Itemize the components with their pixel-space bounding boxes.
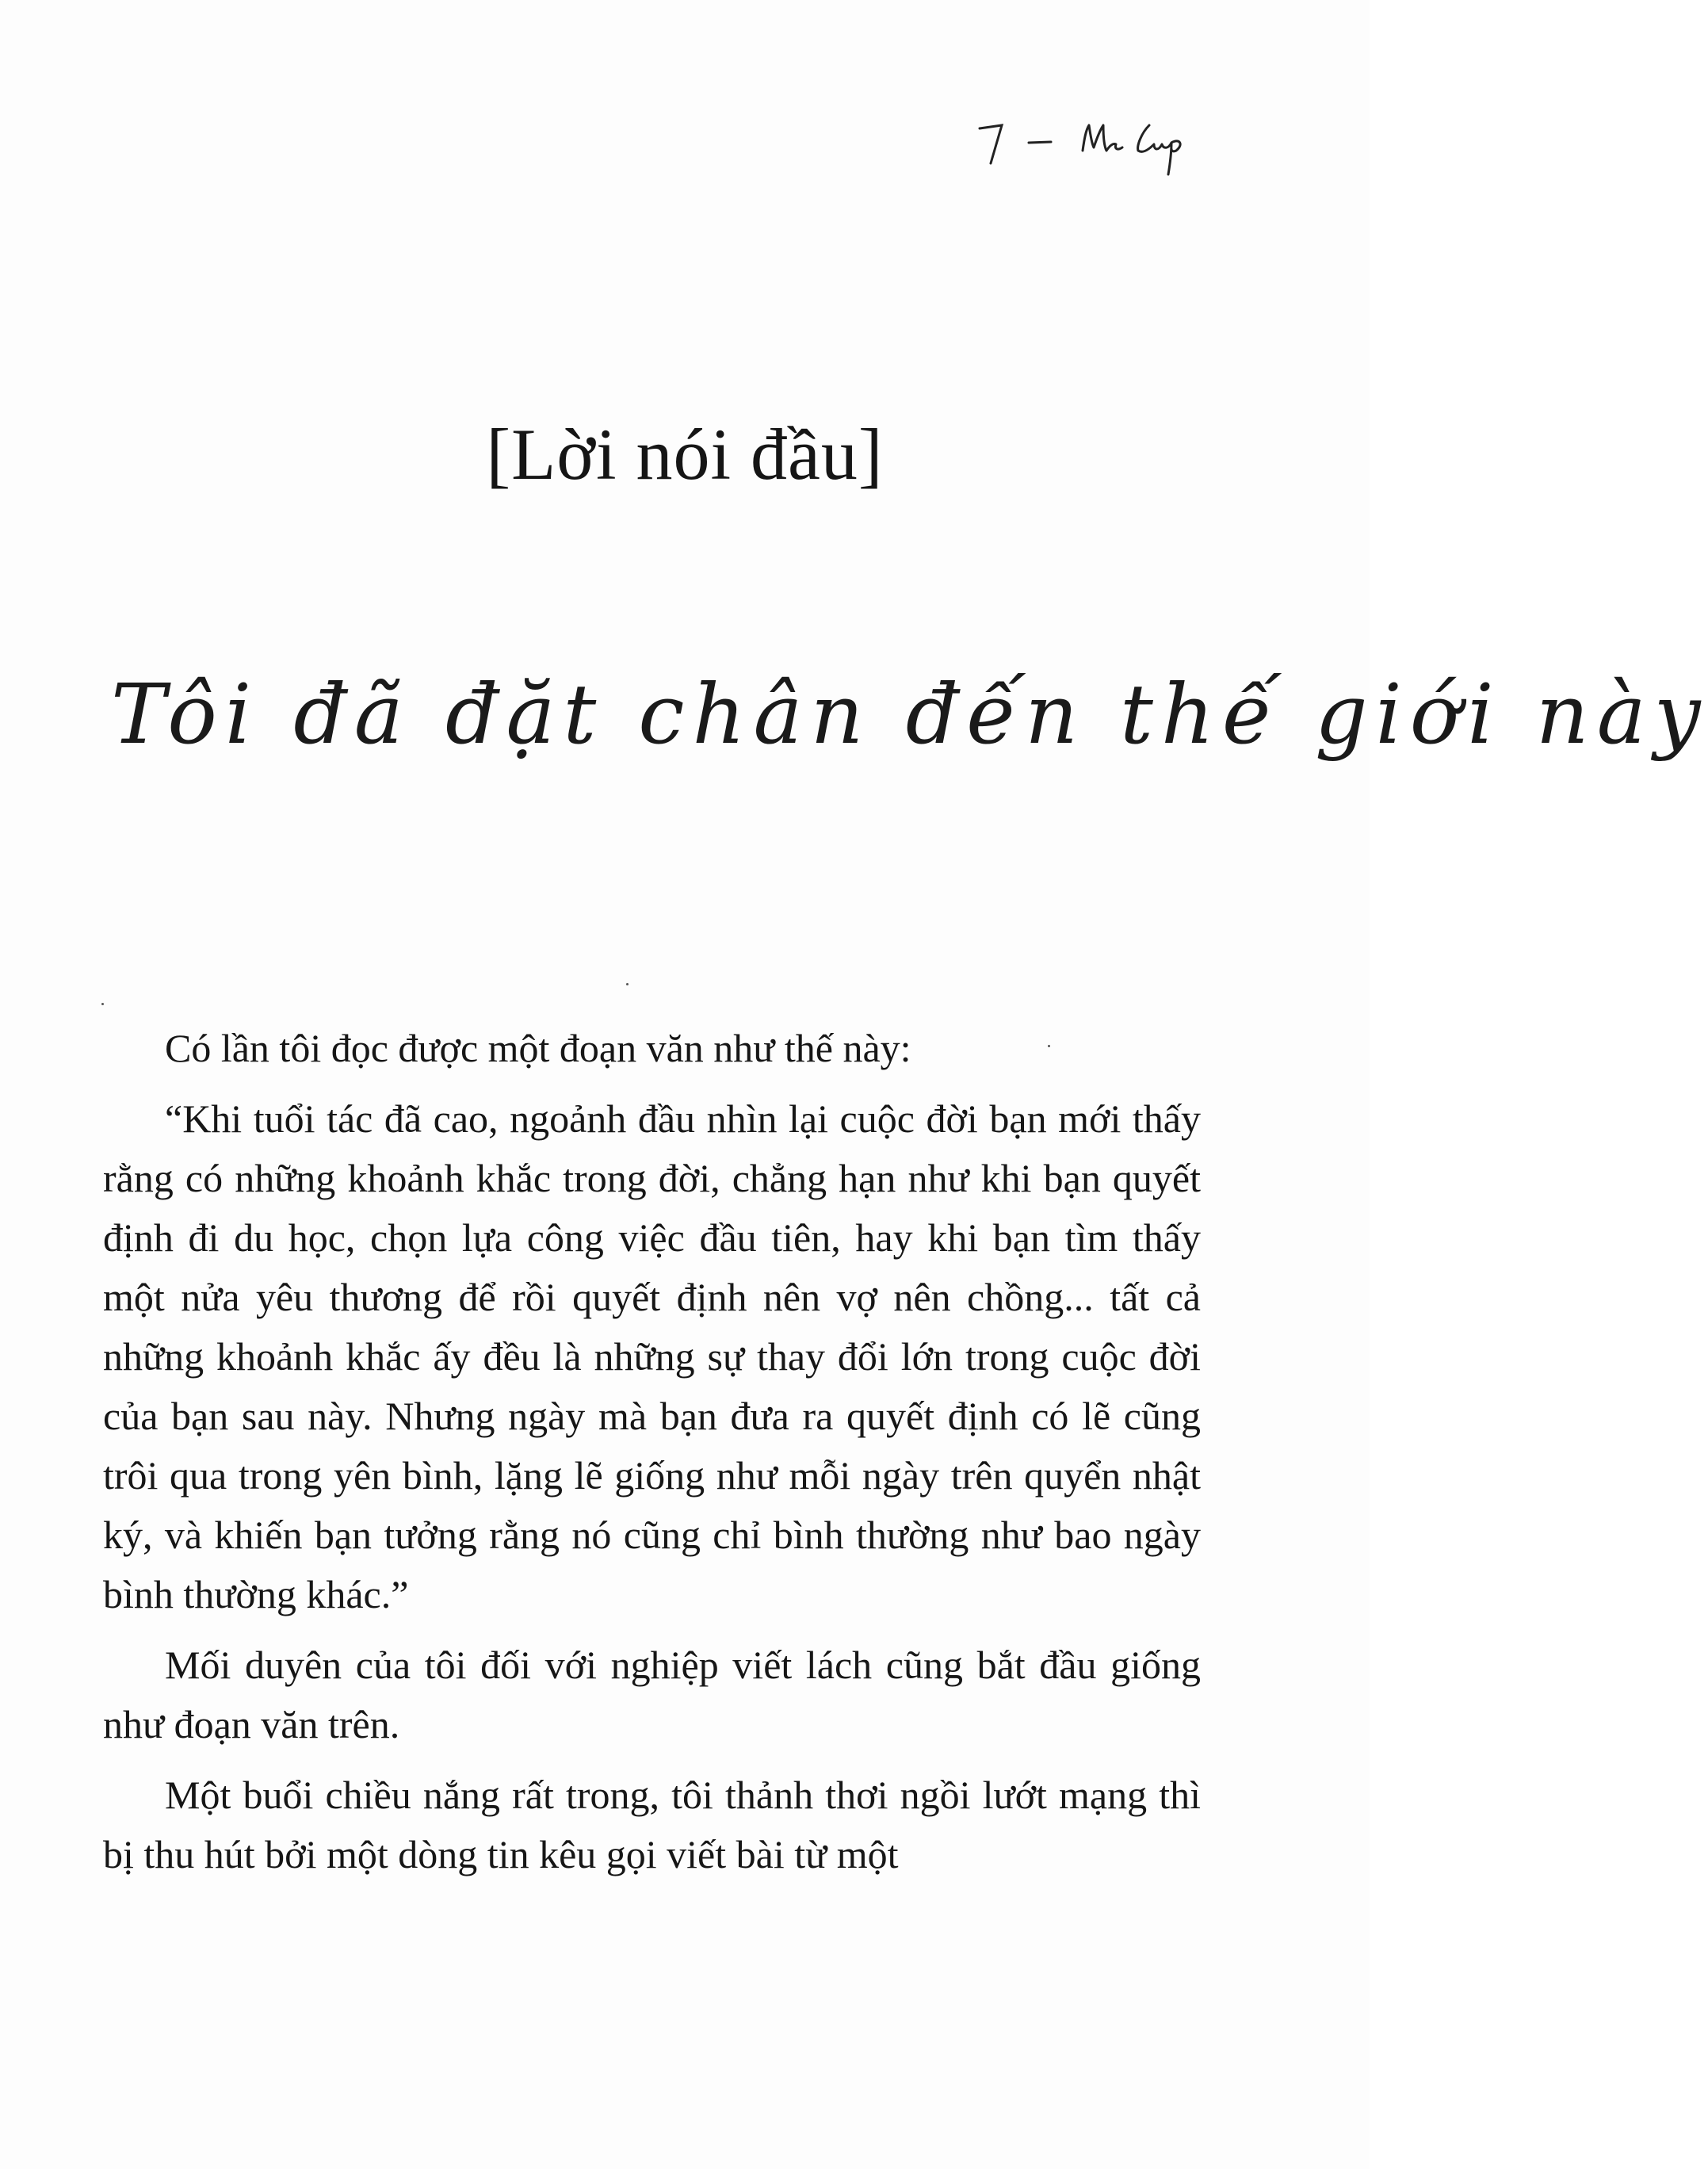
paragraph-4: Một buổi chiều nắng rất trong, tôi thảnh thơi ngồi lướt mạng thì bị thu hút bởi một dòng tin kêu gọi viết bài từ một <box>103 1773 1201 1876</box>
paragraph-2-quote: “Khi tuổi tác đã cao, ngoảnh đầu nhìn lại cuộc đời bạn mới thấy rằng có những khoảnh khắc trong đời, chẳng hạn như khi bạn quyết định đi du học, chọn lựa công việc đầu tiên, hay khi bạn tìm thấy một nửa yêu thương để rồi quyết định nên vợ nên chồng... tất cả những khoảnh khắc ấy đều là những sự thay đổi lớn trong cuộc đời của bạn sau này. Nhưng ngày mà bạn đưa ra quyết định có lẽ cũng trôi qua trong yên bình, lặng lẽ giống như mỗi ngày trên quyển nhật ký, và khiến bạn tưởng rằng nó cũng chỉ bình thường như bao ngày bình thường khác.” <box>103 1096 1201 1616</box>
handwritten-note <box>973 101 1211 181</box>
script-title: Tôi đã đặt chân đến thế giới này <box>111 666 1708 763</box>
paragraph-1: Có lần tôi đọc được một đoạn văn như thế này: <box>165 1026 911 1070</box>
body-text <box>103 1019 1201 1895</box>
page-speck <box>101 1003 104 1005</box>
chapter-title: [Lời nói đầu] <box>486 414 884 495</box>
page-speck <box>626 983 629 985</box>
paragraph-3: Mối duyên của tôi đối với nghiệp viết lách cũng bắt đầu giống như đoạn văn trên. <box>103 1643 1201 1746</box>
handwritten-note-drawing <box>973 101 1211 181</box>
